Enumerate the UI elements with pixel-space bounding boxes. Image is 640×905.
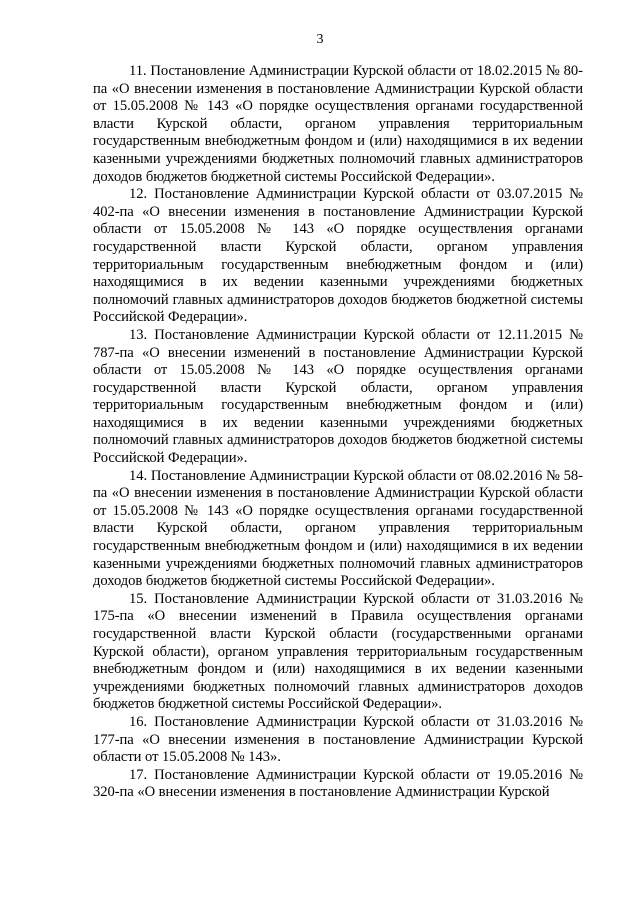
list-item: 17. Постановление Администрации Курской области от 19.05.2016 № 320-па «О внесении изменения в постановление Администрации Курской	[93, 766, 583, 801]
list-item: 13. Постановление Администрации Курской области от 12.11.2015 № 787-па «О внесении изменений в постановление Администрации Курской области от 15.05.2008 № 143 «О порядке осуществления органами государственной власти Курской области, органом управления территориальным государственным внебюджетным фондом и (или) находящимися в их ведении казенными учреждениями бюджетных полномочий главных администраторов доходов бюджетов бюджетной системы Российской Федерации».	[93, 326, 583, 467]
page-number: 3	[316, 32, 324, 47]
list-item: 11. Постановление Администрации Курской области от 18.02.2015 № 80-па «О внесении изменения в постановление Администрации Курской области от 15.05.2008 № 143 «О порядке осуществления органами государственной власти Курской области, органом управления территориальным государственным внебюджетным фондом и (или) находящимися в их ведении казенными учреждениями бюджетных полномочий главных администраторов доходов бюджетов бюджетной системы Российской Федерации».	[93, 63, 583, 185]
list-item: 14. Постановление Администрации Курской области от 08.02.2016 № 58-па «О внесении изменения в постановление Администрации Курской области от 15.05.2008 № 143 «О порядке осуществления органами государственной власти Курской области, органом управления территориальным государственным внебюджетным фондом и (или) находящимися в их ведении казенными учреждениями бюджетных полномочий главных администраторов доходов бюджетов бюджетной системы Российской Федерации».	[93, 467, 583, 590]
list-item: 15. Постановление Администрации Курской области от 31.03.2016 № 175-па «О внесении изменений в Правила осуществления органами государственной власти Курской области (государственными органами Курской области), органом управления территориальным государственным внебюджетным фондом и (или) находящимися в их ведении казенными учреждениями бюджетных полномочий главных администраторов доходов бюджетов бюджетной системы Российской Федерации».	[93, 590, 583, 713]
list-item: 12. Постановление Администрации Курской области от 03.07.2015 № 402-па «О внесении изменения в постановление Администрации Курской области от 15.05.2008 № 143 «О порядке осуществления органами государственной власти Курской области, органом управления территориальным государственным внебюджетным фондом и (или) находящимися в их ведении казенными учреждениями бюджетных полномочий главных администраторов доходов бюджетов бюджетной системы Российской Федерации».	[93, 186, 583, 326]
document-body	[93, 63, 583, 802]
list-item: 16. Постановление Администрации Курской области от 31.03.2016 № 177-па «О внесении изменения в постановление Администрации Курской области от 15.05.2008 № 143».	[93, 713, 583, 766]
